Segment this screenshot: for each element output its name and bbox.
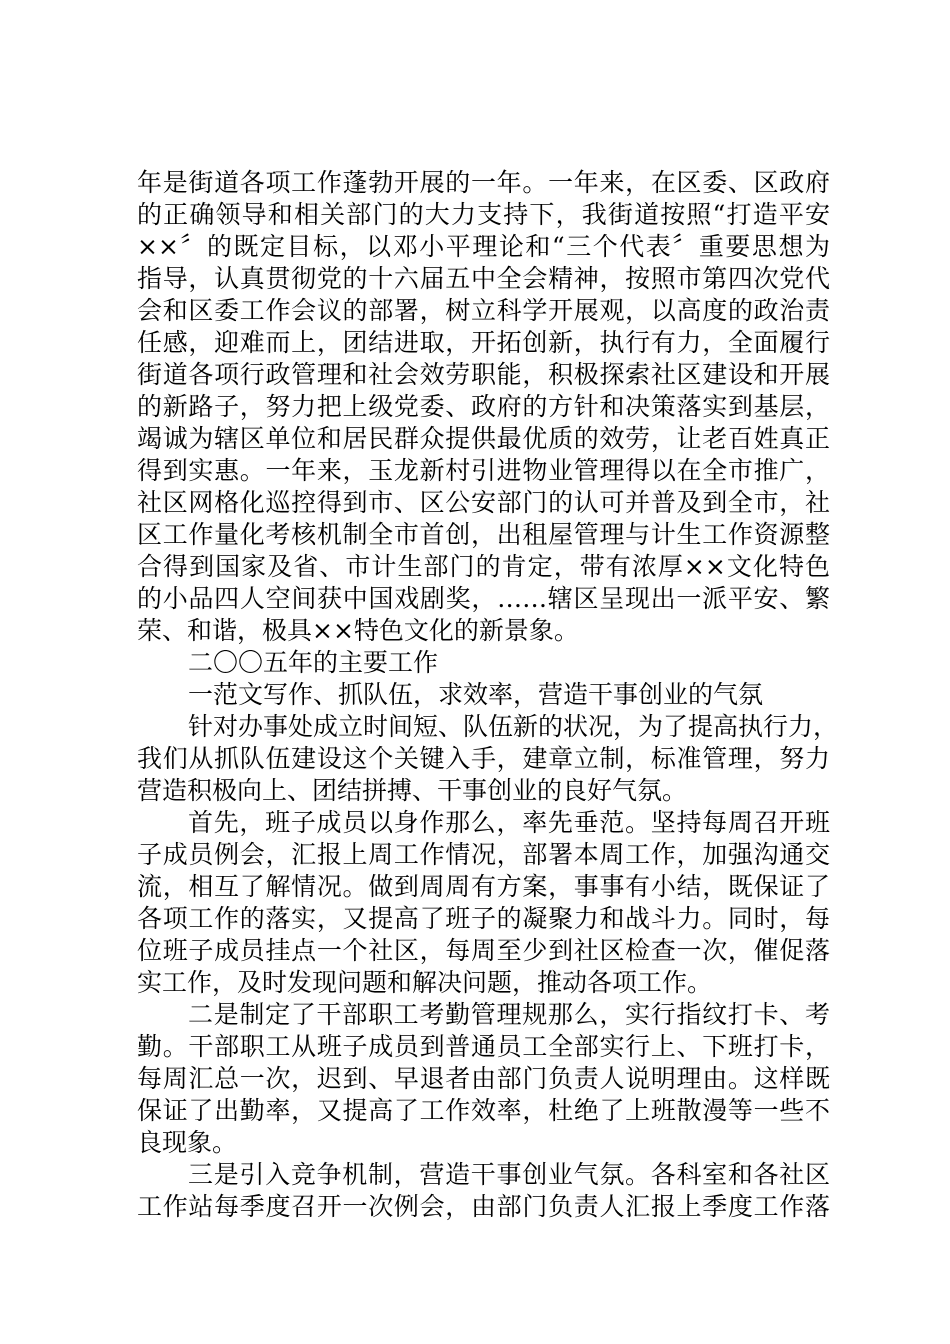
paragraph-first-measure [137,807,830,999]
text-line: 各项工作的落实，又提高了班子的凝聚力和战斗力。同时，每 [137,904,830,933]
text-line: 会和区委工作会议的部署，树立科学开展观，以高度的政治责 [137,296,830,325]
paragraph-third-measure [137,1159,830,1223]
text-line: 流，相互了解情况。做到周周有方案，事事有小结，既保证了 [137,872,830,901]
text-line: 营造积极向上、团结拼搏、干事创业的良好气氛。 [137,776,688,805]
text-line: 得到实惠。一年来，玉龙新村引进物业管理得以在全市推广， [137,456,830,485]
document-body [137,167,839,1223]
text-line: 我们从抓队伍建设这个关键入手，建章立制，标准管理，努力 [137,744,830,773]
text-line: 工作站每季度召开一次例会，由部门负责人汇报上季度工作落 [137,1192,830,1221]
text-line: 竭诚为辖区单位和居民群众提供最优质的效劳，让老百姓真正 [137,424,830,453]
text-line: 荣、和谐，极具××特色文化的新景象。 [137,616,579,645]
subsection-heading [137,679,830,711]
text-line: 合得到国家及省、市计生部门的肯定，带有浓厚××文化特色 [137,552,830,581]
section-heading [137,647,830,679]
text-line: 子成员例会，汇报上周工作情况，部署本周工作，加强沟通交 [137,840,830,869]
text-line: 的新路子，努力把上级党委、政府的方针和决策落实到基层， [137,392,830,421]
paragraph-intro-continued [137,167,830,647]
text-line: 实工作，及时发现问题和解决问题，推动各项工作。 [137,968,713,997]
text-line: 每周汇总一次，迟到、早退者由部门负责人说明理由。这样既 [137,1064,830,1093]
text-line: 针对办事处成立时间短、队伍新的状况，为了提高执行力， [188,712,839,741]
text-line: 良现象。 [137,1128,238,1157]
subsection-heading-text: 一范文写作、抓队伍，求效率，营造干事创业的气氛 [188,680,764,709]
text-line: 的正确领导和相关部门的大力支持下，我街道按照“打造平安 [137,200,830,229]
text-line: 三是引入竞争机制，营造干事创业气氛。各科室和各社区 [188,1160,830,1189]
paragraph-second-measure [137,999,830,1159]
text-line: 指导，认真贯彻党的十六届五中全会精神，按照市第四次党代 [137,264,830,293]
text-line: 保证了出勤率，又提高了工作效率，杜绝了上班散漫等一些不 [137,1096,830,1125]
text-line: 年是街道各项工作蓬勃开展的一年。一年来，在区委、区政府 [137,168,830,197]
text-line: 二是制定了干部职工考勤管理规那么，实行指纹打卡、考 [188,1000,830,1029]
section-heading-text: 二〇〇五年的主要工作 [188,648,439,677]
text-line: 勤。干部职工从班子成员到普通员工全部实行上、下班打卡， [137,1032,830,1061]
text-line: 任感，迎难而上，团结进取，开拓创新，执行有力，全面履行 [137,328,830,357]
text-line: 街道各项行政管理和社会效劳职能，积极探索社区建设和开展 [137,360,830,389]
text-line: ××〞的既定目标，以邓小平理论和“三个代表〞重要思想为 [137,232,830,261]
paragraph-team-building [137,711,839,807]
text-line: 首先，班子成员以身作那么，率先垂范。坚持每周召开班 [188,808,830,837]
text-line: 的小品四人空间获中国戏剧奖，……辖区呈现出一派平安、繁 [137,584,830,613]
text-line: 区工作量化考核机制全市首创，出租屋管理与计生工作资源整 [137,520,830,549]
text-line: 社区网格化巡控得到市、区公安部门的认可并普及到全市，社 [137,488,830,517]
text-line: 位班子成员挂点一个社区，每周至少到社区检查一次，催促落 [137,936,830,965]
